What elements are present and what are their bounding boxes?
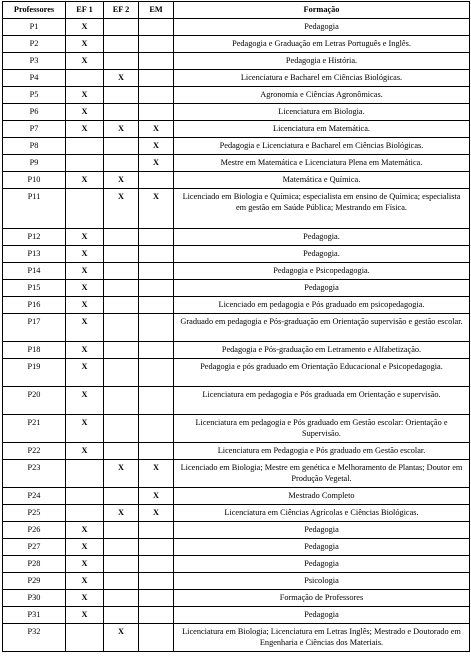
professor-cell: P13 bbox=[3, 246, 66, 263]
professor-cell: P24 bbox=[3, 488, 66, 505]
ef2-cell bbox=[104, 246, 139, 263]
formacao-cell: Licenciatura em pedagogia e Pós graduada em Orientação e supervisão. bbox=[174, 387, 470, 415]
em-cell bbox=[139, 104, 174, 121]
professor-cell: P4 bbox=[3, 70, 66, 87]
ef1-cell bbox=[66, 189, 104, 229]
formacao-cell: Pedagogia e Pós-graduação em Letramento e Alfabetização. bbox=[174, 342, 470, 359]
table-row bbox=[3, 280, 470, 297]
ef2-cell bbox=[104, 19, 139, 36]
em-cell: X bbox=[139, 488, 174, 505]
formacao-cell: Licenciatura em Ciências Agrícolas e Ciências Biológicas. bbox=[174, 505, 470, 522]
formacao-cell: Pedagogia bbox=[174, 280, 470, 297]
table-row bbox=[3, 189, 470, 229]
em-cell bbox=[139, 246, 174, 263]
formacao-cell: Mestrado Completo bbox=[174, 488, 470, 505]
professor-cell: P22 bbox=[3, 443, 66, 460]
professor-cell: P8 bbox=[3, 138, 66, 155]
table-row bbox=[3, 607, 470, 624]
ef2-cell bbox=[104, 387, 139, 415]
ef1-cell: X bbox=[66, 590, 104, 607]
table-row bbox=[3, 172, 470, 189]
ef2-cell bbox=[104, 522, 139, 539]
ef1-cell: X bbox=[66, 263, 104, 280]
em-cell bbox=[139, 573, 174, 590]
professor-cell: P12 bbox=[3, 229, 66, 246]
header-em: EM bbox=[139, 2, 174, 19]
professor-cell: P10 bbox=[3, 172, 66, 189]
professor-cell: P32 bbox=[3, 624, 66, 652]
em-cell bbox=[139, 342, 174, 359]
formacao-cell: Mestre em Matemática e Licenciatura Plena em Matemática. bbox=[174, 155, 470, 172]
em-cell bbox=[139, 297, 174, 314]
header-formacao: Formação bbox=[174, 2, 470, 19]
formacao-cell: Licenciatura em Pedagogia e Pós graduado em Gestão escolar. bbox=[174, 443, 470, 460]
ef1-cell: X bbox=[66, 280, 104, 297]
ef1-cell: X bbox=[66, 443, 104, 460]
ef1-cell bbox=[66, 70, 104, 87]
ef2-cell: X bbox=[104, 70, 139, 87]
formacao-cell: Licenciatura em Biologia. bbox=[174, 104, 470, 121]
ef1-cell: X bbox=[66, 342, 104, 359]
em-cell bbox=[139, 443, 174, 460]
professor-cell: P2 bbox=[3, 36, 66, 53]
ef2-cell: X bbox=[104, 460, 139, 488]
ef2-cell bbox=[104, 280, 139, 297]
ef1-cell: X bbox=[66, 104, 104, 121]
formacao-cell: Pedagogia. bbox=[174, 246, 470, 263]
formacao-cell: Pedagogia bbox=[174, 607, 470, 624]
formacao-cell: Formação de Professores bbox=[174, 590, 470, 607]
formacao-cell: Pedagogia e Licenciatura e Bacharel em Ciências Biológicas. bbox=[174, 138, 470, 155]
professor-cell: P25 bbox=[3, 505, 66, 522]
ef2-cell bbox=[104, 36, 139, 53]
formacao-cell: Licenciado em pedagogia e Pós graduado em psicopedagogia. bbox=[174, 297, 470, 314]
ef2-cell bbox=[104, 590, 139, 607]
ef1-cell: X bbox=[66, 87, 104, 104]
em-cell bbox=[139, 387, 174, 415]
table-row bbox=[3, 415, 470, 443]
table-header-row bbox=[3, 2, 470, 19]
table-row bbox=[3, 121, 470, 138]
em-cell: X bbox=[139, 189, 174, 229]
header-ef1: EF 1 bbox=[66, 2, 104, 19]
em-cell: X bbox=[139, 138, 174, 155]
ef2-cell bbox=[104, 138, 139, 155]
formacao-cell: Pedagogia e História. bbox=[174, 53, 470, 70]
ef1-cell: X bbox=[66, 36, 104, 53]
professor-cell: P11 bbox=[3, 189, 66, 229]
table-row bbox=[3, 229, 470, 246]
table-row bbox=[3, 624, 470, 652]
ef2-cell bbox=[104, 539, 139, 556]
ef1-cell: X bbox=[66, 19, 104, 36]
ef1-cell: X bbox=[66, 53, 104, 70]
professor-cell: P9 bbox=[3, 155, 66, 172]
ef2-cell bbox=[104, 263, 139, 280]
professor-cell: P28 bbox=[3, 556, 66, 573]
table-row bbox=[3, 36, 470, 53]
table-row bbox=[3, 342, 470, 359]
ef2-cell bbox=[104, 607, 139, 624]
formacao-cell: Licenciatura em pedagogia e Pós graduado em Gestão escolar: Orientação e Supervisão. bbox=[174, 415, 470, 443]
professor-cell: P27 bbox=[3, 539, 66, 556]
ef1-cell: X bbox=[66, 172, 104, 189]
ef1-cell: X bbox=[66, 607, 104, 624]
table-row bbox=[3, 539, 470, 556]
ef2-cell: X bbox=[104, 189, 139, 229]
ef2-cell: X bbox=[104, 624, 139, 652]
table-row bbox=[3, 522, 470, 539]
formacao-cell: Licenciado em Biologia e Química; especialista em ensino de Química; especialista em gestão em Saúde Pública; Mestrando em Física. bbox=[174, 189, 470, 229]
ef1-cell bbox=[66, 138, 104, 155]
professor-cell: P16 bbox=[3, 297, 66, 314]
professor-cell: P5 bbox=[3, 87, 66, 104]
em-cell bbox=[139, 280, 174, 297]
em-cell bbox=[139, 590, 174, 607]
professor-cell: P15 bbox=[3, 280, 66, 297]
document-page bbox=[2, 1, 469, 652]
professor-cell: P17 bbox=[3, 314, 66, 342]
table-body bbox=[3, 19, 470, 652]
formacao-cell: Licenciatura e Bacharel em Ciências Biológicas. bbox=[174, 70, 470, 87]
ef1-cell: X bbox=[66, 297, 104, 314]
em-cell bbox=[139, 70, 174, 87]
table-row bbox=[3, 573, 470, 590]
table-row bbox=[3, 314, 470, 342]
formacao-cell: Pedagogia. bbox=[174, 229, 470, 246]
professor-cell: P14 bbox=[3, 263, 66, 280]
ef2-cell bbox=[104, 53, 139, 70]
table-row bbox=[3, 359, 470, 387]
table-row bbox=[3, 87, 470, 104]
ef2-cell bbox=[104, 104, 139, 121]
em-cell bbox=[139, 229, 174, 246]
professor-cell: P30 bbox=[3, 590, 66, 607]
ef1-cell: X bbox=[66, 415, 104, 443]
em-cell bbox=[139, 556, 174, 573]
professors-table bbox=[2, 1, 470, 652]
ef2-cell bbox=[104, 314, 139, 342]
professor-cell: P31 bbox=[3, 607, 66, 624]
ef1-cell: X bbox=[66, 359, 104, 387]
em-cell: X bbox=[139, 505, 174, 522]
em-cell bbox=[139, 36, 174, 53]
em-cell bbox=[139, 87, 174, 104]
em-cell: X bbox=[139, 155, 174, 172]
em-cell bbox=[139, 539, 174, 556]
ef2-cell bbox=[104, 573, 139, 590]
professor-cell: P7 bbox=[3, 121, 66, 138]
ef2-cell: X bbox=[104, 172, 139, 189]
table-row bbox=[3, 19, 470, 36]
em-cell bbox=[139, 415, 174, 443]
ef1-cell bbox=[66, 488, 104, 505]
table-row bbox=[3, 297, 470, 314]
professor-cell: P29 bbox=[3, 573, 66, 590]
em-cell bbox=[139, 19, 174, 36]
table-row bbox=[3, 488, 470, 505]
em-cell bbox=[139, 359, 174, 387]
formacao-cell: Psicologia bbox=[174, 573, 470, 590]
table-row bbox=[3, 155, 470, 172]
formacao-cell: Agronomia e Ciências Agronômicas. bbox=[174, 87, 470, 104]
formacao-cell: Pedagogia bbox=[174, 19, 470, 36]
em-cell bbox=[139, 263, 174, 280]
ef2-cell bbox=[104, 488, 139, 505]
table-row bbox=[3, 443, 470, 460]
formacao-cell: Licenciado em Biologia; Mestre em genética e Melhoramento de Plantas; Doutor em Produção Vegetal. bbox=[174, 460, 470, 488]
em-cell bbox=[139, 53, 174, 70]
ef2-cell: X bbox=[104, 505, 139, 522]
formacao-cell: Licenciatura em Matemática. bbox=[174, 121, 470, 138]
table-row bbox=[3, 138, 470, 155]
ef2-cell bbox=[104, 87, 139, 104]
professor-cell: P3 bbox=[3, 53, 66, 70]
ef2-cell bbox=[104, 155, 139, 172]
header-professores: Professores bbox=[3, 2, 66, 19]
ef1-cell: X bbox=[66, 556, 104, 573]
ef1-cell: X bbox=[66, 573, 104, 590]
formacao-cell: Pedagogia bbox=[174, 556, 470, 573]
em-cell: X bbox=[139, 460, 174, 488]
formacao-cell: Pedagogia e Psicopedagogia. bbox=[174, 263, 470, 280]
table-row bbox=[3, 263, 470, 280]
ef2-cell bbox=[104, 359, 139, 387]
ef1-cell: X bbox=[66, 229, 104, 246]
table-row bbox=[3, 104, 470, 121]
professor-cell: P20 bbox=[3, 387, 66, 415]
ef2-cell: X bbox=[104, 121, 139, 138]
table-row bbox=[3, 556, 470, 573]
header-ef2: EF 2 bbox=[104, 2, 139, 19]
table-row bbox=[3, 53, 470, 70]
formacao-cell: Pedagogia e Graduação em Letras Português e Inglês. bbox=[174, 36, 470, 53]
em-cell bbox=[139, 522, 174, 539]
formacao-cell: Pedagogia bbox=[174, 522, 470, 539]
ef1-cell: X bbox=[66, 522, 104, 539]
ef1-cell: X bbox=[66, 539, 104, 556]
ef1-cell: X bbox=[66, 246, 104, 263]
formacao-cell: Matemática e Química. bbox=[174, 172, 470, 189]
table-row bbox=[3, 590, 470, 607]
formacao-cell: Pedagogia bbox=[174, 539, 470, 556]
ef2-cell bbox=[104, 443, 139, 460]
professor-cell: P23 bbox=[3, 460, 66, 488]
em-cell bbox=[139, 607, 174, 624]
em-cell: X bbox=[139, 121, 174, 138]
table-row bbox=[3, 460, 470, 488]
em-cell bbox=[139, 172, 174, 189]
formacao-cell: Licenciatura em Biologia; Licenciatura em Letras Inglês; Mestrado e Doutorado em Engenharia e Ciências dos Materiais. bbox=[174, 624, 470, 652]
table-row bbox=[3, 505, 470, 522]
ef1-cell: X bbox=[66, 121, 104, 138]
ef1-cell: X bbox=[66, 387, 104, 415]
ef1-cell bbox=[66, 505, 104, 522]
ef2-cell bbox=[104, 415, 139, 443]
ef1-cell: X bbox=[66, 314, 104, 342]
ef2-cell bbox=[104, 229, 139, 246]
ef1-cell bbox=[66, 460, 104, 488]
table-row bbox=[3, 70, 470, 87]
professor-cell: P21 bbox=[3, 415, 66, 443]
em-cell bbox=[139, 624, 174, 652]
ef2-cell bbox=[104, 556, 139, 573]
table-row bbox=[3, 387, 470, 415]
professor-cell: P18 bbox=[3, 342, 66, 359]
ef1-cell bbox=[66, 624, 104, 652]
em-cell bbox=[139, 314, 174, 342]
professor-cell: P19 bbox=[3, 359, 66, 387]
formacao-cell: Graduado em pedagogia e Pós-graduação em Orientação supervisão e gestão escolar. bbox=[174, 314, 470, 342]
professor-cell: P1 bbox=[3, 19, 66, 36]
ef2-cell bbox=[104, 297, 139, 314]
professor-cell: P6 bbox=[3, 104, 66, 121]
table-row bbox=[3, 246, 470, 263]
professor-cell: P26 bbox=[3, 522, 66, 539]
formacao-cell: Pedagogia e pós graduado em Orientação Educacional e Psicopedagogia. bbox=[174, 359, 470, 387]
ef2-cell bbox=[104, 342, 139, 359]
ef1-cell bbox=[66, 155, 104, 172]
